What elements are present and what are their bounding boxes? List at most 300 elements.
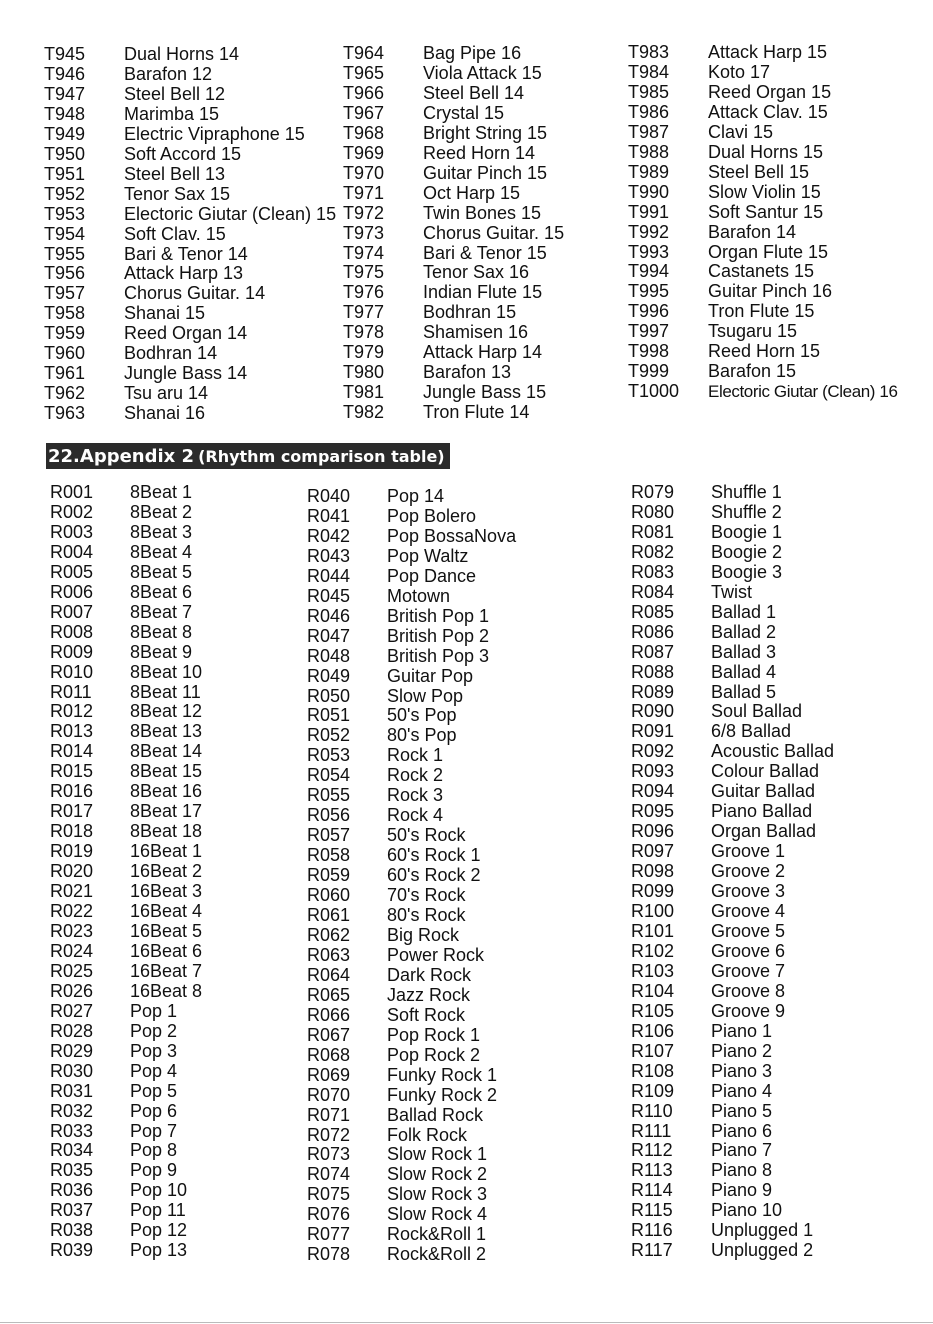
table-row [631,603,834,623]
table-row [343,244,564,264]
row-code: R016 [50,781,94,802]
table-row [628,163,898,183]
row-name: 8Beat 7 [130,601,193,622]
row-code: R090 [631,701,675,722]
table-row [343,403,564,423]
table-row [307,826,516,846]
table-row [628,342,898,362]
table-row [631,523,834,543]
table-row [631,742,834,762]
row-code: R115 [631,1200,673,1221]
row-code: R064 [307,964,351,985]
row-code: R003 [50,521,94,542]
table-row [307,587,516,607]
row-name: Piano 6 [711,1120,773,1141]
row-code: R001 [50,482,94,502]
row-name: Organ Flute 15 [708,241,829,262]
row-name: Boogie 2 [711,541,783,562]
row-code: R110 [631,1100,673,1121]
row-code: R008 [50,621,94,642]
row-code: R067 [307,1024,351,1045]
table-row [50,603,202,623]
row-code: T949 [44,123,86,144]
table-row [307,1006,516,1026]
table-row [44,324,336,344]
row-code: R085 [631,601,675,622]
row-code: T982 [343,402,385,423]
table-row [628,362,898,382]
row-code: R088 [631,661,675,682]
row-name: Tron Flute 15 [708,301,815,322]
row-code: R097 [631,841,675,862]
row-name: Boogie 3 [711,561,783,582]
row-code: T947 [44,83,86,104]
row-code: R021 [50,881,94,902]
row-code: T958 [44,303,86,324]
table-row [343,204,564,224]
tone-table-column-1 [44,45,336,424]
row-name: Organ Ballad [711,821,817,842]
row-code: R063 [307,944,351,965]
row-code: R038 [50,1220,94,1241]
row-name: Bag Pipe 16 [423,43,522,63]
row-code: R002 [50,501,94,522]
row-name: 70's Rock [387,885,466,906]
row-code: T989 [628,161,670,182]
section-subtitle: (Rhythm comparison table) [198,446,445,466]
row-name: 8Beat 5 [130,561,193,582]
row-code: R031 [50,1080,94,1101]
row-code: R089 [631,681,675,702]
row-name: 16Beat 1 [130,841,203,862]
row-name: 80's Pop [387,725,457,746]
row-code: R092 [631,741,675,762]
table-row [307,1145,516,1165]
table-row [628,143,898,163]
row-code: T979 [343,342,385,363]
row-code: R024 [50,940,94,961]
row-name: Tsugaru 15 [708,321,798,342]
row-name: Electric Vipraphone 15 [124,123,305,144]
row-code: T998 [628,341,670,362]
row-code: T968 [343,122,385,143]
row-name: Ballad 4 [711,661,777,682]
table-row [50,1201,202,1221]
row-code: R054 [307,765,351,786]
table-row [307,1066,516,1086]
row-code: T976 [343,282,385,303]
table-row [307,1165,516,1185]
table-row [631,802,834,822]
row-code: T973 [343,222,385,243]
row-name: 8Beat 8 [130,621,193,642]
row-name: 16Beat 4 [130,901,203,922]
table-row [50,643,202,663]
row-code: T996 [628,301,670,322]
table-row [50,1161,202,1181]
row-name: Indian Flute 15 [423,282,543,303]
row-name: 16Beat 6 [130,940,203,961]
table-row [50,483,202,503]
table-row [631,503,834,523]
table-row [307,886,516,906]
row-name: Pop 7 [130,1120,178,1141]
table-row [50,782,202,802]
table-row [631,882,834,902]
row-code: R018 [50,821,94,842]
row-code: T967 [343,102,385,123]
row-code: T963 [44,403,86,424]
table-row [631,782,834,802]
row-name: Reed Organ 14 [124,323,248,344]
row-code: R025 [50,960,94,981]
table-row [307,846,516,866]
section-number: 22. [48,445,80,467]
table-row [631,1141,834,1161]
row-name: Reed Organ 15 [708,81,832,102]
row-code: T984 [628,61,670,82]
row-name: Rock 4 [387,805,444,826]
row-name: Oct Harp 15 [423,182,521,203]
row-code: R005 [50,561,94,582]
row-name: Bodhran 15 [423,302,517,323]
row-name: Soft Clav. 15 [124,223,226,244]
row-code: R070 [307,1084,351,1105]
row-name: Rock 2 [387,765,444,786]
row-name: Piano 8 [711,1160,773,1181]
row-code: R114 [631,1180,673,1201]
row-code: R112 [631,1140,673,1161]
row-code: R032 [50,1100,94,1121]
row-name: Jungle Bass 15 [423,382,547,403]
row-name: Shuffle 1 [711,482,782,502]
row-name: Electoric Giutar (Clean) 16 [708,382,898,402]
table-row [343,144,564,164]
table-row [343,184,564,204]
row-code: T985 [628,81,670,102]
row-name: Pop 12 [130,1220,188,1241]
row-code: T981 [343,382,385,403]
row-name: Funky Rock 1 [387,1064,498,1085]
row-code: R078 [307,1244,351,1265]
table-row [50,902,202,922]
row-code: R116 [631,1220,673,1241]
row-name: Piano 2 [711,1040,773,1061]
table-row [307,567,516,587]
row-name: Groove 1 [711,841,786,862]
row-code: R082 [631,541,675,562]
row-code: R040 [307,486,351,506]
table-row [628,382,898,402]
row-name: Clavi 15 [708,121,774,142]
row-name: Piano 4 [711,1080,773,1101]
row-code: R068 [307,1044,351,1065]
row-name: Steel Bell 15 [708,161,810,182]
row-code: R079 [631,482,675,502]
row-code: R095 [631,801,675,822]
row-code: R077 [307,1224,351,1245]
row-code: R011 [50,681,92,702]
row-code: R061 [307,905,351,926]
rhythm-table-column-3 [631,483,834,1261]
row-code: T987 [628,121,670,142]
table-row [50,1002,202,1022]
row-code: T957 [44,283,86,304]
row-code: R009 [50,641,94,662]
row-name: Ballad Rock [387,1104,484,1125]
row-name: Slow Rock 1 [387,1144,488,1165]
table-row [631,922,834,942]
table-row [307,766,516,786]
row-name: Big Rock [387,924,460,945]
table-row [631,1181,834,1201]
table-row [50,1241,202,1261]
row-code: R022 [50,901,94,922]
table-row [631,722,834,742]
row-code: R033 [50,1120,94,1141]
table-row [307,1185,516,1205]
table-row [631,1221,834,1241]
row-code: R109 [631,1080,675,1101]
row-name: Steel Bell 13 [124,163,226,184]
row-code: R007 [50,601,94,622]
table-row [628,83,898,103]
row-code: R072 [307,1124,351,1145]
table-row [631,762,834,782]
table-row [628,63,898,83]
row-code: T999 [628,361,670,382]
table-row [631,643,834,663]
table-row [631,1161,834,1181]
row-code: T992 [628,221,670,242]
row-name: Pop 11 [130,1200,186,1221]
row-code: T964 [343,43,385,63]
table-row [631,683,834,703]
row-name: Slow Pop [387,685,464,706]
row-code: R051 [307,705,351,726]
row-code: R020 [50,861,94,882]
table-row [343,303,564,323]
row-code: R106 [631,1020,675,1041]
table-row [628,123,898,143]
row-name: Barafon 15 [708,361,797,382]
row-code: T960 [44,343,86,364]
table-row [44,105,336,125]
table-row [50,523,202,543]
table-row [307,1086,516,1106]
table-row [50,543,202,563]
row-name: Tenor Sax 15 [124,183,231,204]
row-name: Slow Rock 4 [387,1204,488,1225]
table-row [44,65,336,85]
table-row [50,1122,202,1142]
table-row [307,906,516,926]
row-name: Slow Rock 2 [387,1164,488,1185]
row-code: T991 [628,201,670,222]
row-name: Slow Rock 3 [387,1184,488,1205]
table-row [631,543,834,563]
table-row [50,1042,202,1062]
table-row [628,203,898,223]
row-name: Piano Ballad [711,801,813,822]
row-code: R056 [307,805,351,826]
row-code: R103 [631,960,675,981]
row-code: R010 [50,661,94,682]
row-code: T977 [343,302,385,323]
row-name: Acoustic Ballad [711,741,835,762]
row-name: Shamisen 16 [423,322,529,343]
row-code: T962 [44,383,86,404]
row-code: R030 [50,1060,94,1081]
row-code: R073 [307,1144,351,1165]
table-row [44,45,336,65]
row-name: Unplugged 2 [711,1240,814,1261]
row-name: British Pop 2 [387,625,490,646]
table-row [628,103,898,123]
row-name: Soft Santur 15 [708,201,824,222]
table-row [307,1205,516,1225]
row-code: T974 [343,242,385,263]
table-row [44,145,336,165]
row-code: R012 [50,701,94,722]
rhythm-table-column-2 [307,487,516,1265]
row-name: 8Beat 12 [130,701,203,722]
row-name: 8Beat 18 [130,821,203,842]
row-name: Reed Horn 15 [708,341,821,362]
row-code: R080 [631,501,675,522]
row-code: T997 [628,321,670,342]
table-row [631,702,834,722]
row-name: Attack Clav. 15 [708,101,828,122]
row-name: 8Beat 6 [130,581,193,602]
row-code: R037 [50,1200,94,1221]
row-code: R034 [50,1140,94,1161]
row-code: T948 [44,103,86,124]
row-name: Tron Flute 14 [423,402,530,423]
row-name: 60's Rock 2 [387,865,481,886]
row-code: T972 [343,202,385,223]
row-name: Boogie 1 [711,521,783,542]
row-code: R026 [50,980,94,1001]
row-name: 60's Rock 1 [387,845,481,866]
row-name: Twin Bones 15 [423,202,542,223]
table-row [631,1062,834,1082]
table-row [631,1241,834,1261]
table-row [307,667,516,687]
table-row [44,364,336,384]
row-name: 50's Rock [387,825,466,846]
row-name: British Pop 1 [387,605,490,626]
table-row [307,986,516,1006]
table-row [44,205,336,225]
row-code: R071 [307,1104,351,1125]
row-name: Pop 2 [130,1020,178,1041]
row-name: Ballad 2 [711,621,777,642]
row-code: R050 [307,685,351,706]
table-row [628,243,898,263]
row-name: 8Beat 14 [130,741,203,762]
table-row [50,982,202,1002]
row-name: 8Beat 3 [130,521,193,542]
row-name: Groove 6 [711,940,786,961]
row-name: Shanai 16 [124,403,206,424]
row-code: R105 [631,1000,675,1021]
table-row [50,802,202,822]
table-row [628,322,898,342]
row-code: R017 [50,801,94,822]
row-name: Dual Horns 15 [708,141,824,162]
table-row [307,1026,516,1046]
table-row [44,185,336,205]
table-row [631,1042,834,1062]
table-row [343,224,564,244]
row-code: R086 [631,621,675,642]
row-name: Rock&Roll 1 [387,1224,487,1245]
table-row [50,1102,202,1122]
row-code: R049 [307,665,351,686]
row-code: R028 [50,1020,94,1041]
row-code: R098 [631,861,675,882]
row-code: T986 [628,101,670,122]
row-name: Reed Horn 14 [423,142,536,163]
table-row [631,822,834,842]
row-code: R117 [631,1240,673,1261]
row-name: Dual Horns 14 [124,44,240,64]
table-row [343,164,564,184]
table-row [307,1126,516,1146]
row-code: R107 [631,1040,675,1061]
row-name: Attack Harp 14 [423,342,543,363]
table-row [50,702,202,722]
row-name: Chorus Guitar. 15 [423,222,565,243]
row-code: R060 [307,885,351,906]
row-code: T969 [343,142,385,163]
table-row [628,223,898,243]
row-name: Groove 4 [711,901,786,922]
row-name: 8Beat 10 [130,661,203,682]
row-name: Piano 5 [711,1100,773,1121]
table-row [307,527,516,547]
row-code: T950 [44,143,86,164]
table-row [631,1122,834,1142]
row-name: Rock 1 [387,745,444,766]
table-row [631,842,834,862]
row-name: Piano 10 [711,1200,783,1221]
row-code: R055 [307,785,351,806]
row-name: 16Beat 8 [130,980,203,1001]
row-code: T1000 [628,381,680,402]
row-name: Shanai 15 [124,303,206,324]
row-name: Attack Harp 13 [124,263,244,284]
row-code: T961 [44,363,86,384]
row-name: Barafon 14 [708,221,797,242]
table-row [307,786,516,806]
table-row [343,283,564,303]
row-name: Pop Rock 1 [387,1024,481,1045]
row-code: R006 [50,581,94,602]
table-row [44,245,336,265]
row-code: R087 [631,641,675,662]
row-code: R083 [631,561,675,582]
row-name: Barafon 12 [124,63,213,84]
row-name: Pop 9 [130,1160,178,1181]
row-code: R101 [631,920,675,941]
row-code: R015 [50,761,94,782]
row-code: T990 [628,181,670,202]
row-code: R096 [631,821,675,842]
table-row [307,507,516,527]
table-row [631,623,834,643]
